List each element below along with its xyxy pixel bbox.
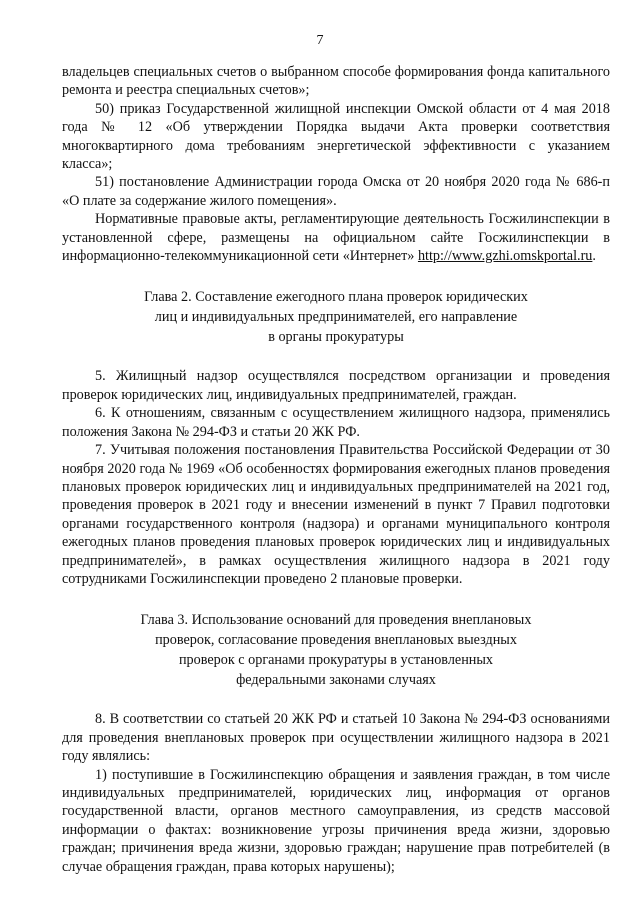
document-body xyxy=(62,63,610,876)
paragraph: 8. В соответствии со статьей 20 ЖК РФ и статьей 10 Закона № 294-ФЗ основаниями для проведения внеплановых проверок при осуществлении жилищного надзора в 2021 году являлись: xyxy=(62,711,610,765)
chapter-heading-line: проверок с органами прокуратуры в установленных xyxy=(178,652,494,669)
chapter-heading-line: Глава 2. Составление ежегодного плана проверок юридических xyxy=(144,289,528,306)
paragraph: 5. Жилищный надзор осуществлялся посредством организации и проведения проверок юридических лиц, индивидуальных предпринимателей, граждан. xyxy=(62,368,610,403)
paragraph: 1) поступившие в Госжилинспекцию обращения и заявления граждан, в том числе индивидуальных предпринимателей, юридических лиц, информация от органов государственной власти, органов местного самоуправления, из средств массовой информации о фактах: возникновение угрозы причинения вреда жизни, здоровью граждан; причинения вреда жизни, здоровью граждан; нарушение прав потребителей (в случае обращения граждан, права которых нарушены); xyxy=(62,766,610,875)
paragraph: владельцев специальных счетов о выбранном способе формирования фонда капитального ремонта и реестра специальных счетов»; xyxy=(62,64,610,99)
chapter-heading-line: лиц и индивидуальных предпринимателей, его направление xyxy=(154,309,518,326)
chapter-2-heading xyxy=(62,287,610,347)
chapter-heading-line: проверок, согласование проведения внеплановых выездных xyxy=(155,632,517,649)
paragraph: 6. К отношениям, связанным с осуществлением жилищного надзора, применялись положения Закона № 294-ФЗ и статьи 20 ЖК РФ. xyxy=(62,405,610,440)
paragraph: 50) приказ Государственной жилищной инспекции Омской области от 4 мая 2018 года № 12 «Об утверждении Порядка выдачи Акта проверки соответствия многоквартирного дома требованиям энергетической эффективности с указанием класса»; xyxy=(62,100,610,173)
normative-acts-suffix: . xyxy=(592,248,596,265)
chapter-heading-line: в органы прокуратуры xyxy=(268,329,404,346)
website-link[interactable]: http://www.gzhi.omskportal.ru xyxy=(417,248,593,265)
chapter-heading-line: федеральными законами случаях xyxy=(236,672,436,689)
normative-acts-text: Нормативные правовые акты, регламентирующие деятельность Госжилинспекции в установленной сфере, размещены на официальном сайте Госжилинспекции в информационно-телекоммуникационной сети «Интернет» xyxy=(62,211,610,265)
paragraph: 51) постановление Администрации города Омска от 20 ноября 2020 года № 686-п «О плате за содержание жилого помещения». xyxy=(62,174,610,209)
chapter-heading-line: Глава 3. Использование оснований для проведения внеплановых xyxy=(140,612,532,629)
page-number: 7 xyxy=(316,33,324,48)
chapter-3-heading xyxy=(62,610,610,690)
paragraph: 7. Учитывая положения постановления Правительства Российской Федерации от 30 ноября 2020 года № 1969 «Об особенностях формирования ежегодных планов проведения плановых проверок юридических лиц и индивидуальных предпринимателей на 2021 год, проведения проверок в 2021 году и внесении изменений в пункт 7 Правил подготовки органами государственного контроля (надзора) и органами муниципального контроля ежегодных планов проведения плановых проверок юридических лиц и индивидуальных предпринимателей», в рамках осуществления жилищного надзора в 2021 году сотрудниками Госжилинспекции проведено 2 плановые проверки. xyxy=(62,442,610,587)
normative-acts-paragraph xyxy=(62,210,610,265)
